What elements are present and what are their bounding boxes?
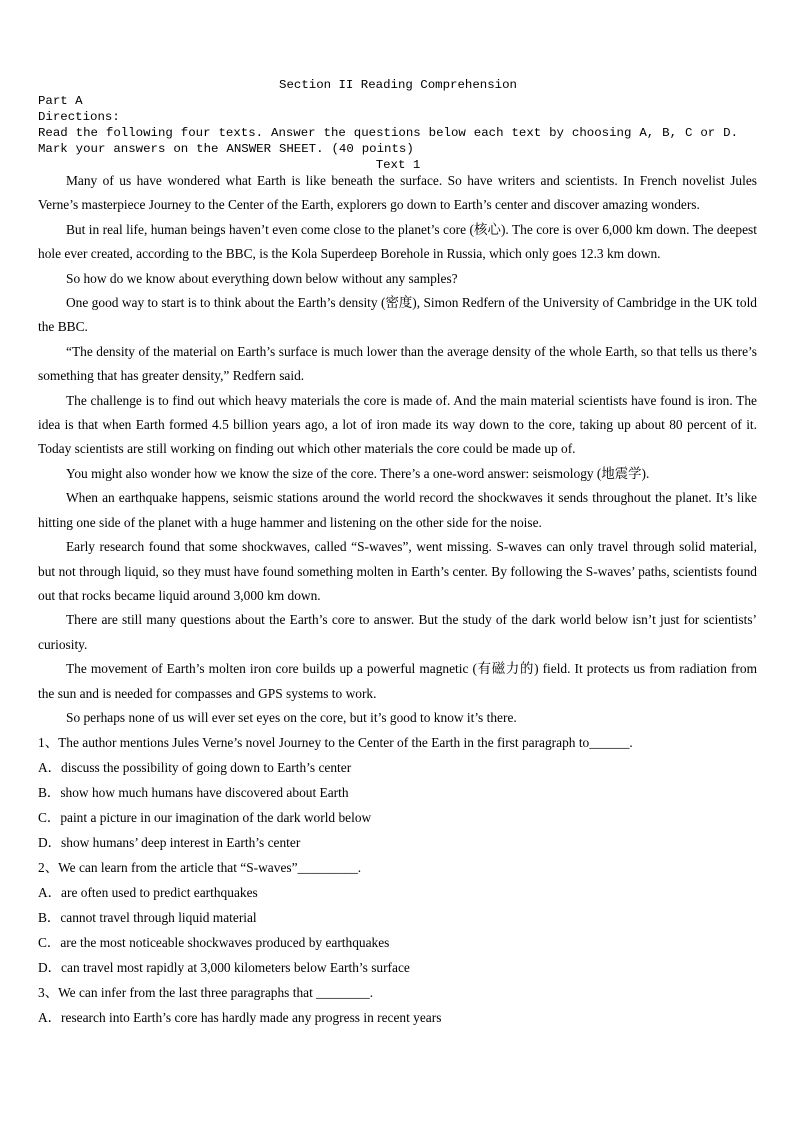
answer-option: A．research into Earth’s core has hardly made any progress in recent years: [38, 1010, 442, 1025]
paragraph: So perhaps none of us will ever set eyes on the core, but it’s good to know it’s there.: [66, 709, 517, 725]
text-title: Text 1: [375, 158, 421, 172]
answer-option: D．can travel most rapidly at 3,000 kilometers below Earth’s surface: [38, 960, 410, 975]
question-stem: 3、We can infer from the last three paragraphs that ________.: [38, 985, 374, 1000]
directions-label: Directions:: [38, 110, 120, 124]
exam-header: [38, 77, 758, 173]
paragraph: One good way to start is to think about the Earth’s density (密度), Simon Redfern of the University of Cambridge in the UK told the BBC.: [38, 295, 757, 335]
reading-passage: [38, 169, 757, 730]
answer-option: D．show humans’ deep interest in Earth’s center: [38, 835, 301, 850]
directions-text: Read the following four texts. Answer the questions below each text by choosing A, B, C or D. Mark your answers on the ANSWER SHEET. (40 points): [38, 126, 739, 156]
questions: [38, 730, 757, 1030]
paragraph: But in real life, human beings haven’t even come close to the planet’s core (核心). The core is over 6,000 km down. The deepest hole ever created, according to the BBC, is the Kola Superdeep Borehole in Russia, which only goes 12.3 km down.: [38, 221, 757, 262]
answer-option: B．show how much humans have discovered about Earth: [38, 785, 349, 800]
answer-option: A．are often used to predict earthquakes: [38, 885, 258, 900]
answer-option: B．cannot travel through liquid material: [38, 910, 257, 925]
paragraph: So how do we know about everything down below without any samples?: [66, 270, 458, 286]
part-label: Part A: [38, 94, 83, 108]
section-title: Section II Reading Comprehension: [279, 78, 517, 92]
paragraph: Early research found that some shockwaves, called “S-waves”, went missing. S-waves can only travel through solid material, but not through liquid, so they must have found something molten in Earth’s center. By following the S-waves’ paths, scientists found out that rocks became liquid around 3,000 km down.: [38, 539, 757, 603]
paragraph: You might also wonder how we know the size of the core. There’s a one-word answer: seismology (地震学).: [66, 465, 650, 481]
question-stem: 1、The author mentions Jules Verne’s novel Journey to the Center of the Earth in the first paragraph to______.: [38, 735, 633, 750]
paragraph: Many of us have wondered what Earth is like beneath the surface. So have writers and scientists. In French novelist Jules Verne’s masterpiece Journey to the Center of the Earth, explorers go down to Earth’s center and discover amazing wonders.: [38, 173, 757, 213]
paragraph: The challenge is to find out which heavy materials the core is made of. And the main material scientists have found is iron. The idea is that when Earth formed 4.5 billion years ago, a lot of iron made its way down to the core, taking up about 80 percent of it. Today scientists are still working on finding out which other materials the core could be made up of.: [38, 392, 757, 457]
paragraph: There are still many questions about the Earth’s core to answer. But the study of the dark world below isn’t just for scientists’ curiosity.: [38, 612, 757, 652]
paragraph: When an earthquake happens, seismic stations around the world record the shockwaves it sends throughout the planet. It’s like hitting one side of the planet with a huge hammer and listening on the other side for the noise.: [38, 490, 757, 530]
paragraph: The movement of Earth’s molten iron core builds up a powerful magnetic (有磁力的) field. It protects us from radiation from the sun and is needed for compasses and GPS systems to work.: [38, 661, 757, 701]
paragraph: “The density of the material on Earth’s surface is much lower than the average density of the whole Earth, so that tells us there’s something that has greater density,” Redfern said.: [38, 343, 757, 384]
answer-option: C．paint a picture in our imagination of the dark world below: [38, 810, 372, 825]
answer-option: C．are the most noticeable shockwaves produced by earthquakes: [38, 935, 390, 950]
answer-option: A．discuss the possibility of going down to Earth’s center: [38, 760, 352, 775]
question-stem: 2、We can learn from the article that “S-waves”_________.: [38, 860, 362, 875]
